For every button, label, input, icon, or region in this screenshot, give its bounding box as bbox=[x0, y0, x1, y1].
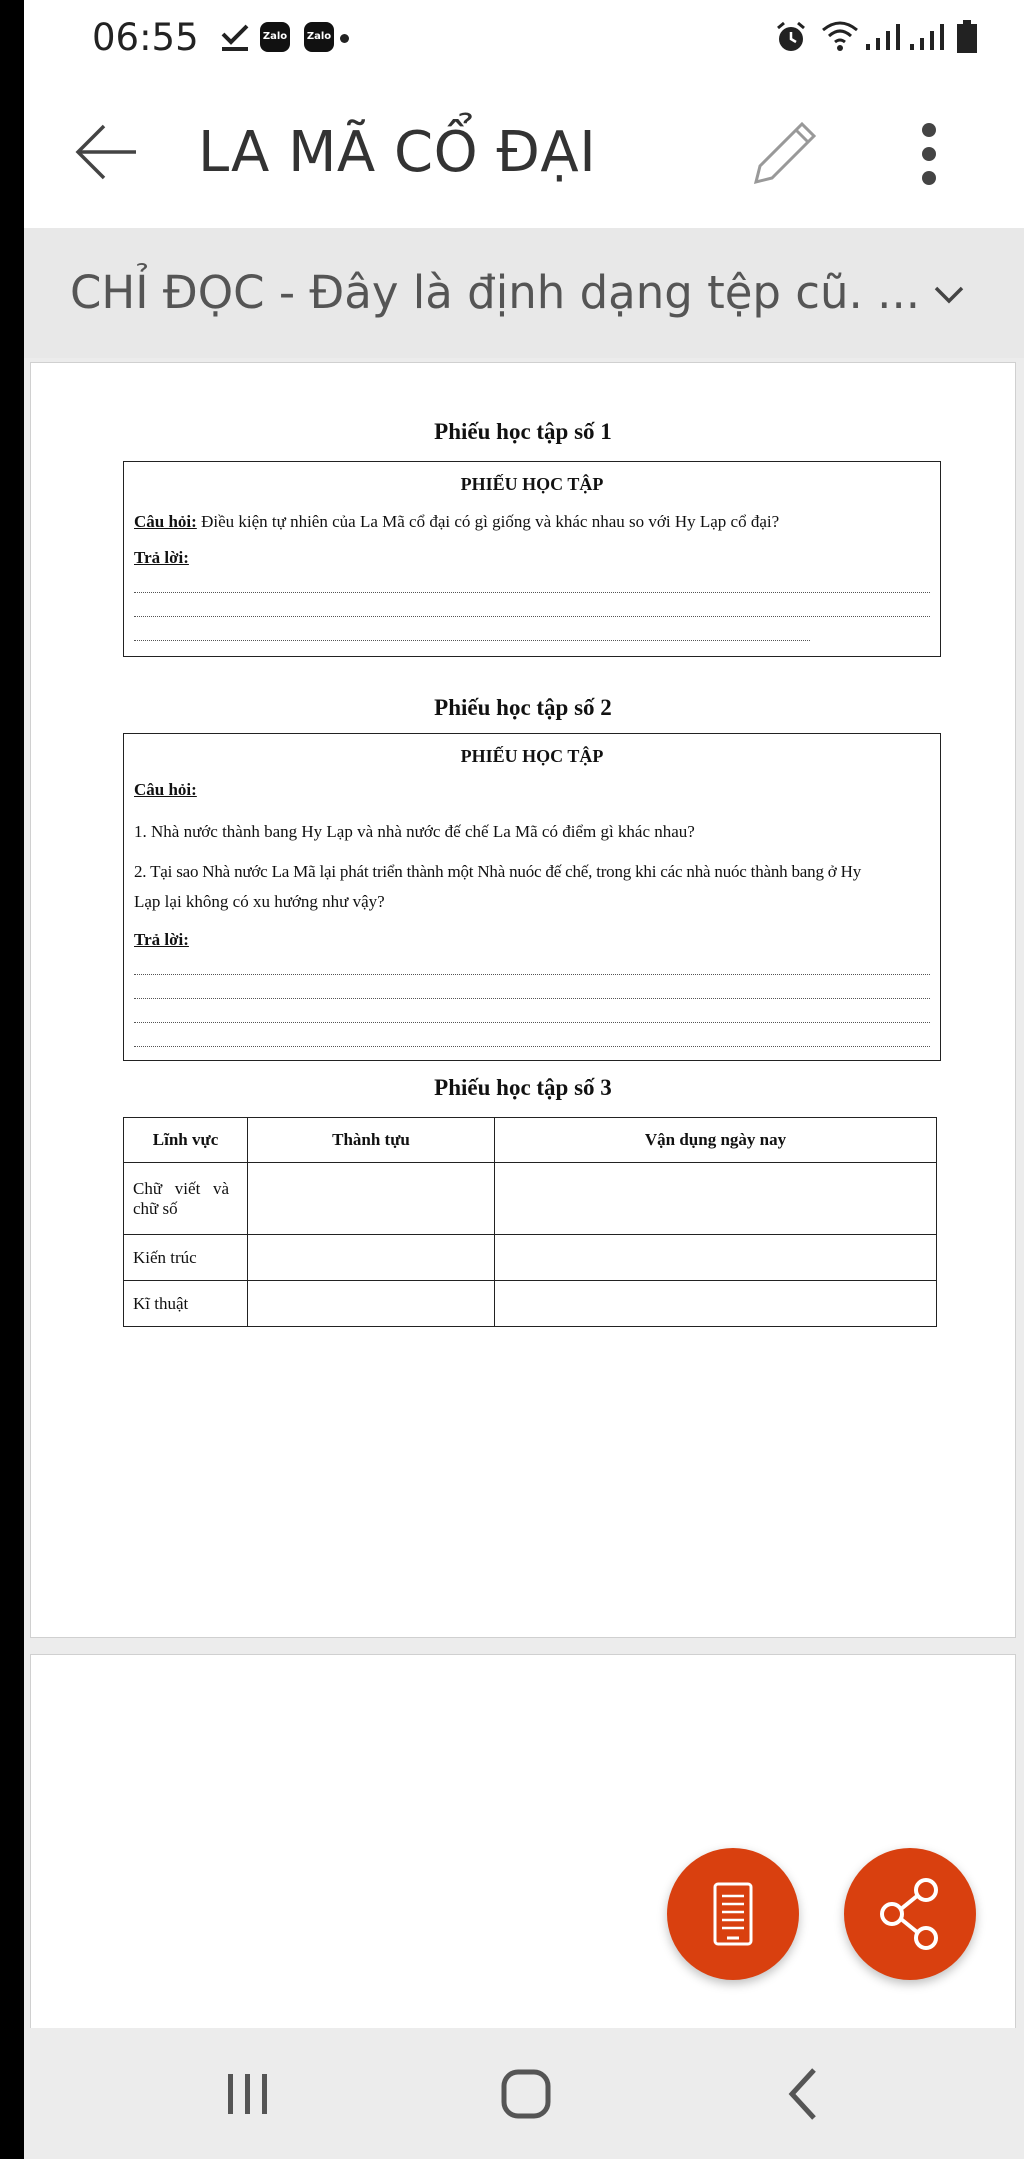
battery-icon bbox=[956, 20, 978, 54]
table-cell bbox=[495, 1235, 937, 1281]
table-cell bbox=[495, 1163, 937, 1235]
share-icon bbox=[844, 1848, 976, 1980]
table-cell bbox=[248, 1235, 495, 1281]
answer-line bbox=[134, 974, 930, 975]
status-bar bbox=[24, 0, 1024, 76]
mobile-view-icon bbox=[667, 1848, 799, 1980]
wifi-icon bbox=[820, 18, 860, 54]
table-cell: Kiến trúc bbox=[124, 1235, 248, 1281]
document-title: LA MÃ CỔ ĐẠI bbox=[198, 120, 597, 185]
alarm-icon bbox=[774, 20, 808, 54]
table-cell bbox=[124, 1163, 248, 1235]
column-header: Vận dụng ngày nay bbox=[495, 1118, 937, 1163]
question-2-line2: Lạp lại không có xu hướng như vậy? bbox=[134, 892, 385, 911]
zalo-app-icon: Zalo bbox=[260, 22, 290, 52]
checkmark-download-icon bbox=[220, 24, 250, 52]
home-icon[interactable] bbox=[486, 2056, 566, 2132]
question-label: Câu hỏi: bbox=[134, 780, 197, 799]
document-page bbox=[30, 362, 1016, 1638]
question-2-line1: 2. Tại sao Nhà nước La Mã lại phát triển thành một Nhà nuóc đế chế, trong khi các nhà nuóc thành bang ở Hy bbox=[134, 862, 862, 881]
document-canvas[interactable] bbox=[24, 358, 1024, 2028]
answer-line bbox=[134, 1022, 930, 1023]
answer-label: Trả lời: bbox=[134, 930, 189, 949]
cell-text: chữ số bbox=[133, 1198, 178, 1218]
recent-apps-icon[interactable] bbox=[208, 2056, 288, 2132]
title-bar bbox=[24, 76, 1024, 228]
sheet3-table bbox=[123, 1117, 937, 1327]
answer-line bbox=[134, 640, 810, 641]
sheet2-heading: Phiếu học tập số 2 bbox=[434, 695, 612, 720]
sheet3-heading: Phiếu học tập số 3 bbox=[434, 1075, 612, 1100]
share-button[interactable] bbox=[844, 1848, 976, 1980]
read-only-message: CHỈ ĐỌC - Đây là định dạng tệp cũ. ... bbox=[70, 266, 921, 319]
question-label: Câu hỏi: bbox=[134, 512, 197, 531]
table-row bbox=[124, 1163, 937, 1235]
question-text: Điều kiện tự nhiên của La Mã cổ đại có gì giống và khác nhau so với Hy Lạp cổ đại? bbox=[196, 512, 780, 531]
sheet1-box bbox=[123, 461, 941, 657]
table-cell bbox=[248, 1281, 495, 1327]
cell-text: Chữ viết và bbox=[133, 1178, 230, 1198]
answer-line bbox=[134, 616, 930, 617]
notification-dot bbox=[340, 34, 349, 43]
signal-icon bbox=[864, 22, 904, 52]
read-mode-button[interactable] bbox=[667, 1848, 799, 1980]
read-only-banner[interactable] bbox=[24, 228, 1024, 358]
sheet2-box bbox=[123, 733, 941, 1061]
more-vertical-icon[interactable] bbox=[904, 118, 954, 198]
answer-line bbox=[134, 998, 930, 999]
column-header: Thành tựu bbox=[248, 1118, 495, 1163]
system-nav-bar bbox=[24, 2028, 1024, 2159]
zalo-app-icon: Zalo bbox=[304, 22, 334, 52]
office-viewer-app bbox=[24, 0, 1024, 2159]
signal-icon bbox=[908, 22, 948, 52]
answer-label: Trả lời: bbox=[134, 548, 189, 567]
table-row bbox=[124, 1281, 937, 1327]
table-header-row bbox=[124, 1118, 937, 1163]
table-cell bbox=[495, 1281, 937, 1327]
table-cell: Kĩ thuật bbox=[124, 1281, 248, 1327]
sheet1-box-title: PHIẾU HỌC TẬP bbox=[460, 474, 604, 494]
table-row bbox=[124, 1235, 937, 1281]
answer-line bbox=[134, 1046, 930, 1047]
status-time: 06:55 bbox=[92, 16, 199, 59]
column-header: Lĩnh vực bbox=[124, 1118, 248, 1163]
answer-line bbox=[134, 592, 930, 593]
question-1: 1. Nhà nước thành bang Hy Lạp và nhà nước đế chế La Mã có điểm gì khác nhau? bbox=[134, 822, 695, 841]
screen-edge bbox=[0, 0, 24, 2159]
sheet1-question bbox=[134, 512, 779, 532]
sheet2-box-title: PHIẾU HỌC TẬP bbox=[460, 746, 604, 766]
back-icon[interactable] bbox=[764, 2056, 844, 2132]
arrow-left-icon[interactable] bbox=[64, 116, 144, 188]
sheet1-heading: Phiếu học tập số 1 bbox=[434, 419, 612, 444]
table-cell bbox=[248, 1163, 495, 1235]
chevron-down-icon[interactable] bbox=[924, 270, 974, 320]
pencil-icon[interactable] bbox=[744, 114, 824, 194]
